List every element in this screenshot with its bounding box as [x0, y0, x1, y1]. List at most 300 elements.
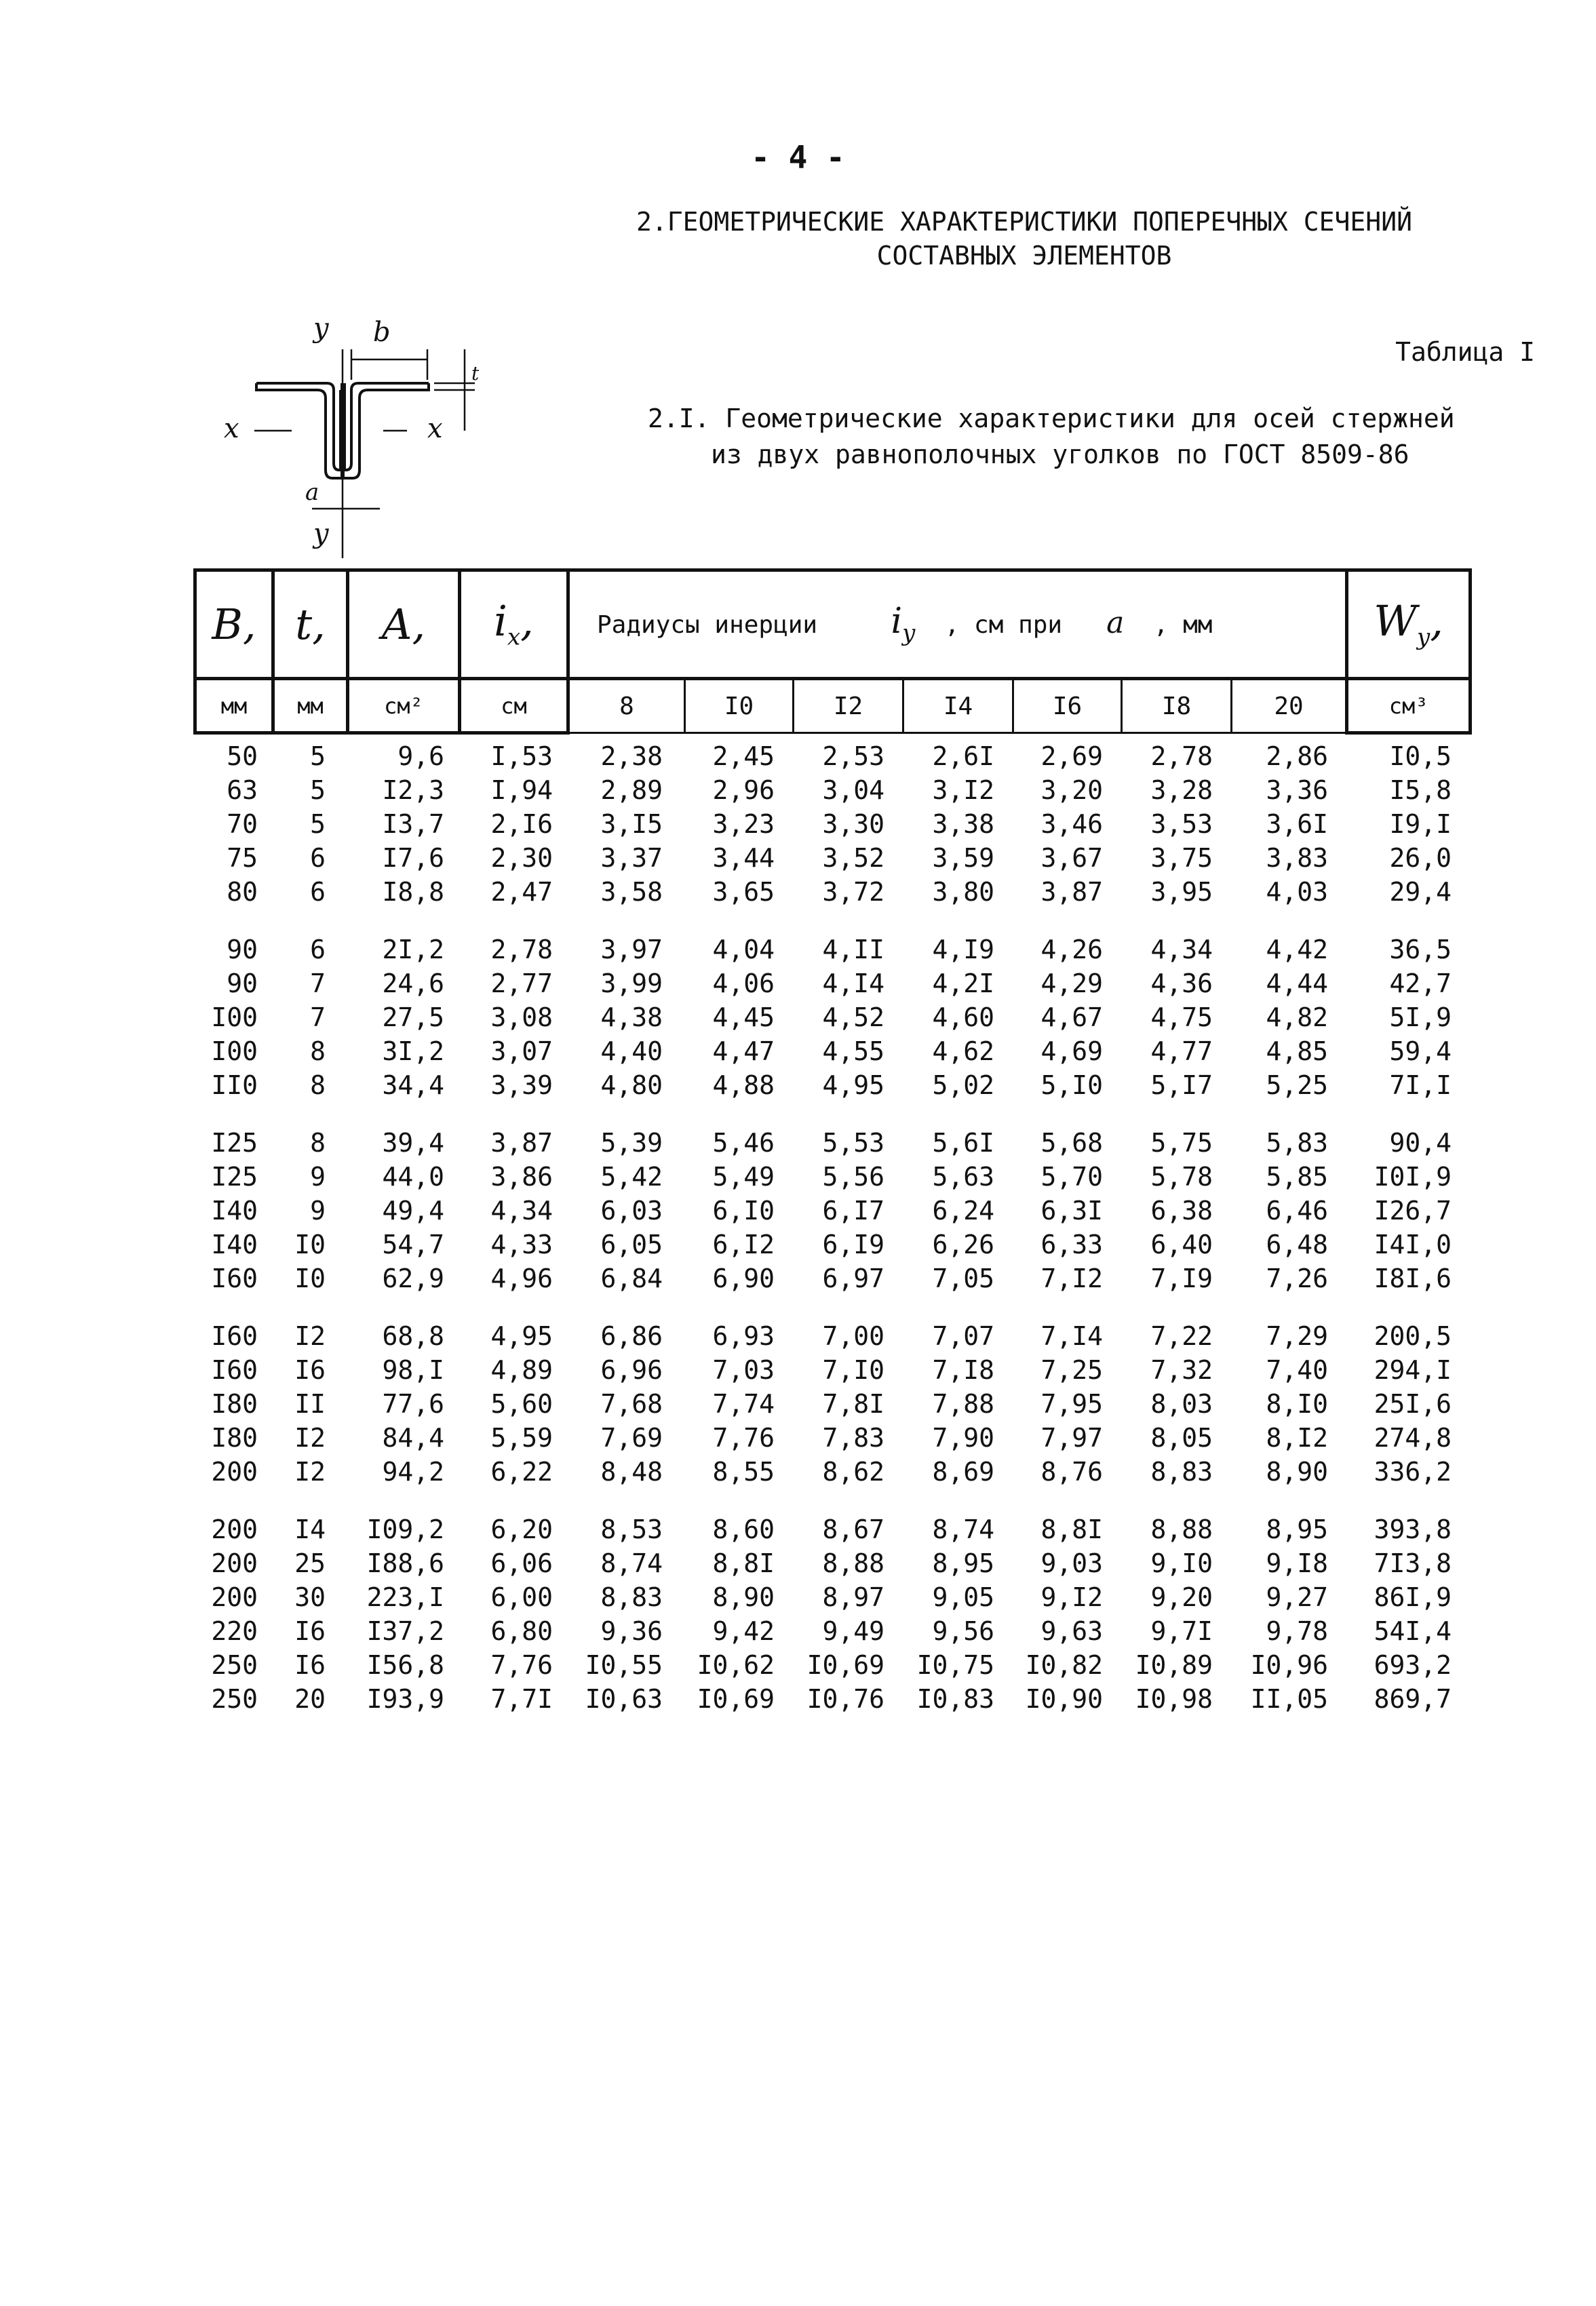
- table-cell: 7,97: [1040, 1423, 1103, 1453]
- table-cell: 4,44: [1266, 969, 1328, 998]
- table-cell: 5,I0: [1040, 1070, 1103, 1100]
- table-cell: I0,75: [916, 1650, 994, 1680]
- table-cell: 6,80: [490, 1616, 553, 1646]
- table-cell: I0: [294, 1230, 326, 1259]
- table-cell: 2,86: [1266, 741, 1328, 771]
- table-cell: 3,75: [1150, 843, 1213, 873]
- table-cell: 2,78: [1150, 741, 1213, 771]
- table-row: [193, 1160, 1468, 1194]
- table-cell: 9,6: [397, 741, 444, 771]
- table-cell: 7,90: [932, 1423, 994, 1453]
- table-cell: 4,89: [490, 1355, 553, 1385]
- table-cell: 5,53: [822, 1128, 884, 1158]
- table-cell: I0,76: [806, 1684, 884, 1714]
- table-cell: I6: [294, 1616, 326, 1646]
- table-cell: 4,62: [932, 1036, 994, 1066]
- table-row: [193, 1512, 1468, 1546]
- table-cell: 3,20: [1040, 775, 1103, 805]
- table-cell: 8,95: [1266, 1514, 1328, 1544]
- table-cell: 336,2: [1374, 1457, 1452, 1487]
- table-cell: 6,97: [822, 1264, 884, 1293]
- table-cell: 8: [310, 1128, 326, 1158]
- table-cell: 7,69: [600, 1423, 663, 1453]
- table-cell: 6,86: [600, 1321, 663, 1351]
- table-cell: 7,83: [822, 1423, 884, 1453]
- table-cell: 9: [310, 1162, 326, 1192]
- table-cell: 7,I0: [822, 1355, 884, 1385]
- table-cell: 4,33: [490, 1230, 553, 1259]
- table-cell: 6,3I: [1040, 1196, 1103, 1226]
- table-cell: 94,2: [382, 1457, 444, 1487]
- table-cell: 3,I2: [932, 775, 994, 805]
- table-cell: 6,05: [600, 1230, 663, 1259]
- table-cell: 29,4: [1389, 877, 1452, 907]
- table-cell: 8,83: [1150, 1457, 1213, 1487]
- table-row: [193, 875, 1468, 909]
- table-cell: 4,88: [712, 1070, 775, 1100]
- table-cell: 393,8: [1374, 1514, 1452, 1544]
- table-cell: 200: [211, 1548, 258, 1578]
- table-cell: II: [294, 1389, 326, 1419]
- table-cell: 8: [310, 1070, 326, 1100]
- table-cell: 3,52: [822, 843, 884, 873]
- table-cell: 5,02: [932, 1070, 994, 1100]
- table-cell: I0,98: [1135, 1684, 1213, 1714]
- table-cell: 5,39: [600, 1128, 663, 1158]
- table-cell: 4,80: [600, 1070, 663, 1100]
- table-cell: 8,88: [822, 1548, 884, 1578]
- table-cell: 8,95: [932, 1548, 994, 1578]
- table-cell: I2: [294, 1321, 326, 1351]
- table-cell: 3,87: [490, 1128, 553, 1158]
- table-cell: I,53: [490, 741, 553, 771]
- table-cell: 4,96: [490, 1264, 553, 1293]
- header-wy: $W_y$,: [1347, 570, 1471, 679]
- table-cell: 4,03: [1266, 877, 1328, 907]
- table-cell: 80: [227, 877, 258, 907]
- table-cell: 6,00: [490, 1582, 553, 1612]
- table-cell: 7,8I: [822, 1389, 884, 1419]
- table-cell: 5,70: [1040, 1162, 1103, 1192]
- table-cell: 8,88: [1150, 1514, 1213, 1544]
- table-cell: I4: [294, 1514, 326, 1544]
- table-cell: 7,32: [1150, 1355, 1213, 1385]
- table-row: [193, 1580, 1468, 1614]
- table-cell: 5: [310, 741, 326, 771]
- table-cell: 9,49: [822, 1616, 884, 1646]
- table-cell: 2,38: [600, 741, 663, 771]
- table-cell: 4,II: [822, 935, 884, 964]
- table-cell: 4,34: [490, 1196, 553, 1226]
- table-cell: 4,I9: [932, 935, 994, 964]
- table-row: [193, 1068, 1468, 1102]
- table-cell: 5,6I: [932, 1128, 994, 1158]
- table-cell: 2,6I: [932, 741, 994, 771]
- table-cell: 3,37: [600, 843, 663, 873]
- table-cell: 6,46: [1266, 1196, 1328, 1226]
- table-cell: 3,67: [1040, 843, 1103, 873]
- table-cell: 6,24: [932, 1196, 994, 1226]
- table-cell: I60: [211, 1264, 258, 1293]
- table-cell: 5,I7: [1150, 1070, 1213, 1100]
- table-cell: 250: [211, 1650, 258, 1680]
- table-cell: 8,60: [712, 1514, 775, 1544]
- table-cell: 2,45: [712, 741, 775, 771]
- figure-label-x-left: x: [224, 413, 239, 444]
- table-cell: I25: [211, 1128, 258, 1158]
- table-cell: 7,68: [600, 1389, 663, 1419]
- table-cell: I4I,0: [1374, 1230, 1452, 1259]
- a-value: I2: [794, 679, 903, 733]
- table-cell: I3,7: [382, 809, 444, 839]
- table-cell: 4,77: [1150, 1036, 1213, 1066]
- table-cell: 3,30: [822, 809, 884, 839]
- table-row: [193, 1262, 1468, 1295]
- unit-wy: см³: [1347, 679, 1471, 733]
- table-cell: 68,8: [382, 1321, 444, 1351]
- table-cell: 3,95: [1150, 877, 1213, 907]
- table-cell: I0,89: [1135, 1650, 1213, 1680]
- table-cell: 2,78: [490, 935, 553, 964]
- table-cell: 5,56: [822, 1162, 884, 1192]
- table-cell: 4,I4: [822, 969, 884, 998]
- table-cell: 50: [227, 741, 258, 771]
- table-cell: 3,72: [822, 877, 884, 907]
- table-cell: II0: [211, 1070, 258, 1100]
- table-cell: I80: [211, 1423, 258, 1453]
- table-row: [193, 1648, 1468, 1682]
- table-cell: 9,05: [932, 1582, 994, 1612]
- table-row: [193, 773, 1468, 807]
- table-cell: I40: [211, 1230, 258, 1259]
- table-cell: 3,80: [932, 877, 994, 907]
- table-cell: 8: [310, 1036, 326, 1066]
- table-cell: 6,38: [1150, 1196, 1213, 1226]
- table-cell: 4,45: [712, 1002, 775, 1032]
- table-cell: 5,83: [1266, 1128, 1328, 1158]
- table-cell: I,94: [490, 775, 553, 805]
- table-cell: 5: [310, 775, 326, 805]
- table-cell: 90: [227, 969, 258, 998]
- table-cell: 9,42: [712, 1616, 775, 1646]
- a-value: I4: [903, 679, 1013, 733]
- table-cell: 70: [227, 809, 258, 839]
- table-cell: I26,7: [1374, 1196, 1452, 1226]
- table-row: [193, 807, 1468, 841]
- table-row: [193, 1228, 1468, 1262]
- a-value: 8: [568, 679, 685, 733]
- table-cell: 6,84: [600, 1264, 663, 1293]
- table-cell: 7,74: [712, 1389, 775, 1419]
- table-cell: 6,20: [490, 1514, 553, 1544]
- unit-b: мм: [195, 679, 273, 733]
- table-cell: 7,07: [932, 1321, 994, 1351]
- table-cell: 6: [310, 935, 326, 964]
- table-cell: 3,36: [1266, 775, 1328, 805]
- table-cell: 5,59: [490, 1423, 553, 1453]
- table-cell: 90: [227, 935, 258, 964]
- table-cell: 2,77: [490, 969, 553, 998]
- table-cell: 3,59: [932, 843, 994, 873]
- row-group: [193, 1512, 1468, 1716]
- table-cell: I60: [211, 1321, 258, 1351]
- table-cell: 3,65: [712, 877, 775, 907]
- table-cell: 4,26: [1040, 935, 1103, 964]
- table-cell: 7: [310, 969, 326, 998]
- table-cell: 8,67: [822, 1514, 884, 1544]
- table-cell: 4,29: [1040, 969, 1103, 998]
- table-cell: 6,33: [1040, 1230, 1103, 1259]
- table-cell: 4,60: [932, 1002, 994, 1032]
- table-cell: I0,63: [585, 1684, 663, 1714]
- header-t: t,: [273, 570, 348, 679]
- table-cell: 8,03: [1150, 1389, 1213, 1419]
- table-cell: 8,62: [822, 1457, 884, 1487]
- table-row: [193, 1126, 1468, 1160]
- table-cell: 63: [227, 775, 258, 805]
- table-cell: 8,8I: [1040, 1514, 1103, 1544]
- table-cell: 5,63: [932, 1162, 994, 1192]
- table-cell: 5I,9: [1389, 1002, 1452, 1032]
- table-row: [193, 966, 1468, 1000]
- table-cell: I0,96: [1250, 1650, 1328, 1680]
- table-cell: I80: [211, 1389, 258, 1419]
- table-cell: 200: [211, 1457, 258, 1487]
- table-subtitle-line-2: из двух равнополочных уголков по ГОСТ 8509-86: [711, 439, 1409, 469]
- table-cell: 9: [310, 1196, 326, 1226]
- table-cell: 2,30: [490, 843, 553, 873]
- table-cell: 4,36: [1150, 969, 1213, 998]
- table-row: [193, 1455, 1468, 1489]
- table-cell: 3,I5: [600, 809, 663, 839]
- table-cell: 27,5: [382, 1002, 444, 1032]
- table-cell: 8,I0: [1266, 1389, 1328, 1419]
- table-cell: 3,83: [1266, 843, 1328, 873]
- header-area: A,: [348, 570, 460, 679]
- a-value: I8: [1122, 679, 1232, 733]
- table-cell: 5,49: [712, 1162, 775, 1192]
- row-group: [193, 739, 1468, 909]
- table-cell: 25: [294, 1548, 326, 1578]
- table-cell: 24,6: [382, 969, 444, 998]
- table-cell: 6,I7: [822, 1196, 884, 1226]
- table-cell: 7,76: [490, 1650, 553, 1680]
- double-angle-section-figure: [203, 309, 488, 560]
- table-cell: 62,9: [382, 1264, 444, 1293]
- table-cell: 3,28: [1150, 775, 1213, 805]
- table-cell: I6: [294, 1355, 326, 1385]
- table-cell: I5,8: [1389, 775, 1452, 805]
- table-row: [193, 1614, 1468, 1648]
- table-cell: 54,7: [382, 1230, 444, 1259]
- table-cell: 3,39: [490, 1070, 553, 1100]
- table-cell: 3,23: [712, 809, 775, 839]
- table-row: [193, 841, 1468, 875]
- table-cell: I6: [294, 1650, 326, 1680]
- table-cell: 84,4: [382, 1423, 444, 1453]
- table-cell: 8,8I: [712, 1548, 775, 1578]
- table-row: [193, 1682, 1468, 1716]
- table-cell: 8,I2: [1266, 1423, 1328, 1453]
- figure-label-x-right: x: [427, 413, 443, 444]
- table-cell: I7,6: [382, 843, 444, 873]
- table-cell: I8I,6: [1374, 1264, 1452, 1293]
- table-cell: 4,55: [822, 1036, 884, 1066]
- table-cell: 9,78: [1266, 1616, 1328, 1646]
- table-cell: 5,25: [1266, 1070, 1328, 1100]
- table-cell: 4,85: [1266, 1036, 1328, 1066]
- page-number: - 4 -: [751, 139, 845, 176]
- table-cell: 3,99: [600, 969, 663, 998]
- table-cell: I0,82: [1025, 1650, 1103, 1680]
- table-cell: 8,48: [600, 1457, 663, 1487]
- table-cell: 274,8: [1374, 1423, 1452, 1453]
- table-cell: I25: [211, 1162, 258, 1192]
- table-cell: I37,2: [366, 1616, 444, 1646]
- table-cell: 9,03: [1040, 1548, 1103, 1578]
- table-cell: 4,2I: [932, 969, 994, 998]
- table-cell: 26,0: [1389, 843, 1452, 873]
- table-cell: 8,76: [1040, 1457, 1103, 1487]
- table-cell: 9,36: [600, 1616, 663, 1646]
- figure-label-b: b: [373, 317, 391, 348]
- table-cell: 6,48: [1266, 1230, 1328, 1259]
- table-cell: I93,9: [366, 1684, 444, 1714]
- table-cell: 9,56: [932, 1616, 994, 1646]
- figure-label-t: t: [471, 362, 480, 385]
- table-cell: 7,I4: [1040, 1321, 1103, 1351]
- table-cell: 8,97: [822, 1582, 884, 1612]
- figure-label-y-top: y: [313, 313, 329, 344]
- table-body: [193, 739, 1468, 1740]
- table-cell: I0,83: [916, 1684, 994, 1714]
- table-cell: 2I,2: [382, 935, 444, 964]
- table-cell: 3,38: [932, 809, 994, 839]
- table-cell: 34,4: [382, 1070, 444, 1100]
- figure-label-y-bottom: y: [313, 518, 329, 549]
- table-cell: 3,46: [1040, 809, 1103, 839]
- row-group: [193, 1126, 1468, 1295]
- table-cell: 869,7: [1374, 1684, 1452, 1714]
- table-cell: 7I3,8: [1374, 1548, 1452, 1578]
- table-cell: 4,06: [712, 969, 775, 998]
- table-cell: 4,95: [822, 1070, 884, 1100]
- table-cell: 5: [310, 809, 326, 839]
- table-cell: 3,97: [600, 935, 663, 964]
- table-cell: 5,85: [1266, 1162, 1328, 1192]
- table-cell: 6: [310, 877, 326, 907]
- table-cell: 220: [211, 1616, 258, 1646]
- table-cell: 7,40: [1266, 1355, 1328, 1385]
- table-cell: 6: [310, 843, 326, 873]
- table-cell: 6,I0: [712, 1196, 775, 1226]
- table-cell: 3,04: [822, 775, 884, 805]
- section-title-line-2: СОСТАВНЫХ ЭЛЕМЕНТОВ: [876, 241, 1172, 271]
- table-cell: 20: [294, 1684, 326, 1714]
- table-cell: 8,74: [600, 1548, 663, 1578]
- table-cell: 77,6: [382, 1389, 444, 1419]
- table-cell: 49,4: [382, 1196, 444, 1226]
- table-cell: 7,05: [932, 1264, 994, 1293]
- table-cell: 86I,9: [1374, 1582, 1452, 1612]
- table-cell: 4,69: [1040, 1036, 1103, 1066]
- table-cell: 2,47: [490, 877, 553, 907]
- table-cell: 3,53: [1150, 809, 1213, 839]
- table-cell: 200,5: [1374, 1321, 1452, 1351]
- table-cell: 6,96: [600, 1355, 663, 1385]
- table-cell: I09,2: [366, 1514, 444, 1544]
- table-cell: 6,I9: [822, 1230, 884, 1259]
- table-cell: 5,46: [712, 1128, 775, 1158]
- section-title-line-1: 2.ГЕОМЕТРИЧЕСКИЕ ХАРАКТЕРИСТИКИ ПОПЕРЕЧНЫХ СЕЧЕНИЙ: [636, 207, 1412, 237]
- table-cell: 5,75: [1150, 1128, 1213, 1158]
- table-cell: I2: [294, 1457, 326, 1487]
- table-cell: 250: [211, 1684, 258, 1714]
- table-cell: 7,03: [712, 1355, 775, 1385]
- table-cell: 4,38: [600, 1002, 663, 1032]
- table-subtitle-line-1: 2.I. Геометрические характеристики для осей стержней: [648, 404, 1455, 433]
- table-row: [193, 1000, 1468, 1034]
- header-radii-of-gyration: Радиусы инерции $i_y$ , см при a , мм: [568, 570, 1347, 679]
- table-row: [193, 739, 1468, 773]
- table-cell: I0: [294, 1264, 326, 1293]
- table-cell: I0,69: [697, 1684, 775, 1714]
- table-cell: I88,6: [366, 1548, 444, 1578]
- table-cell: 98,I: [382, 1355, 444, 1385]
- table-cell: 4,95: [490, 1321, 553, 1351]
- table-cell: 3,6I: [1266, 809, 1328, 839]
- table-cell: 3,86: [490, 1162, 553, 1192]
- table-cell: 75: [227, 843, 258, 873]
- table-cell: 9,63: [1040, 1616, 1103, 1646]
- table-cell: 9,I2: [1040, 1582, 1103, 1612]
- table-cell: 90,4: [1389, 1128, 1452, 1158]
- row-group: [193, 1319, 1468, 1489]
- table-cell: 6,I2: [712, 1230, 775, 1259]
- table-cell: 6,03: [600, 1196, 663, 1226]
- table-cell: 9,27: [1266, 1582, 1328, 1612]
- table-cell: 5,60: [490, 1389, 553, 1419]
- table-cell: 4,82: [1266, 1002, 1328, 1032]
- table-cell: 39,4: [382, 1128, 444, 1158]
- table-reference: Таблица I: [1395, 337, 1535, 367]
- table-cell: 6,22: [490, 1457, 553, 1487]
- table-cell: 7: [310, 1002, 326, 1032]
- table-cell: 2,89: [600, 775, 663, 805]
- table-row: [193, 1319, 1468, 1353]
- table-cell: 693,2: [1374, 1650, 1452, 1680]
- table-cell: 7,I8: [932, 1355, 994, 1385]
- table-cell: 4,34: [1150, 935, 1213, 964]
- table-cell: 2,I6: [490, 809, 553, 839]
- table-cell: 7,95: [1040, 1389, 1103, 1419]
- table-cell: 4,75: [1150, 1002, 1213, 1032]
- table-row: [193, 1194, 1468, 1228]
- table-cell: 200: [211, 1514, 258, 1544]
- table-cell: 294,I: [1374, 1355, 1452, 1385]
- table-row: [193, 1421, 1468, 1455]
- table-row: [193, 1034, 1468, 1068]
- figure-label-a: a: [305, 479, 319, 506]
- table-cell: 7,I2: [1040, 1264, 1103, 1293]
- table-cell: 5,78: [1150, 1162, 1213, 1192]
- table-cell: 4,42: [1266, 935, 1328, 964]
- table-cell: 44,0: [382, 1162, 444, 1192]
- table-cell: 42,7: [1389, 969, 1452, 998]
- table-cell: 4,52: [822, 1002, 884, 1032]
- table-cell: 4,40: [600, 1036, 663, 1066]
- table-cell: 36,5: [1389, 935, 1452, 964]
